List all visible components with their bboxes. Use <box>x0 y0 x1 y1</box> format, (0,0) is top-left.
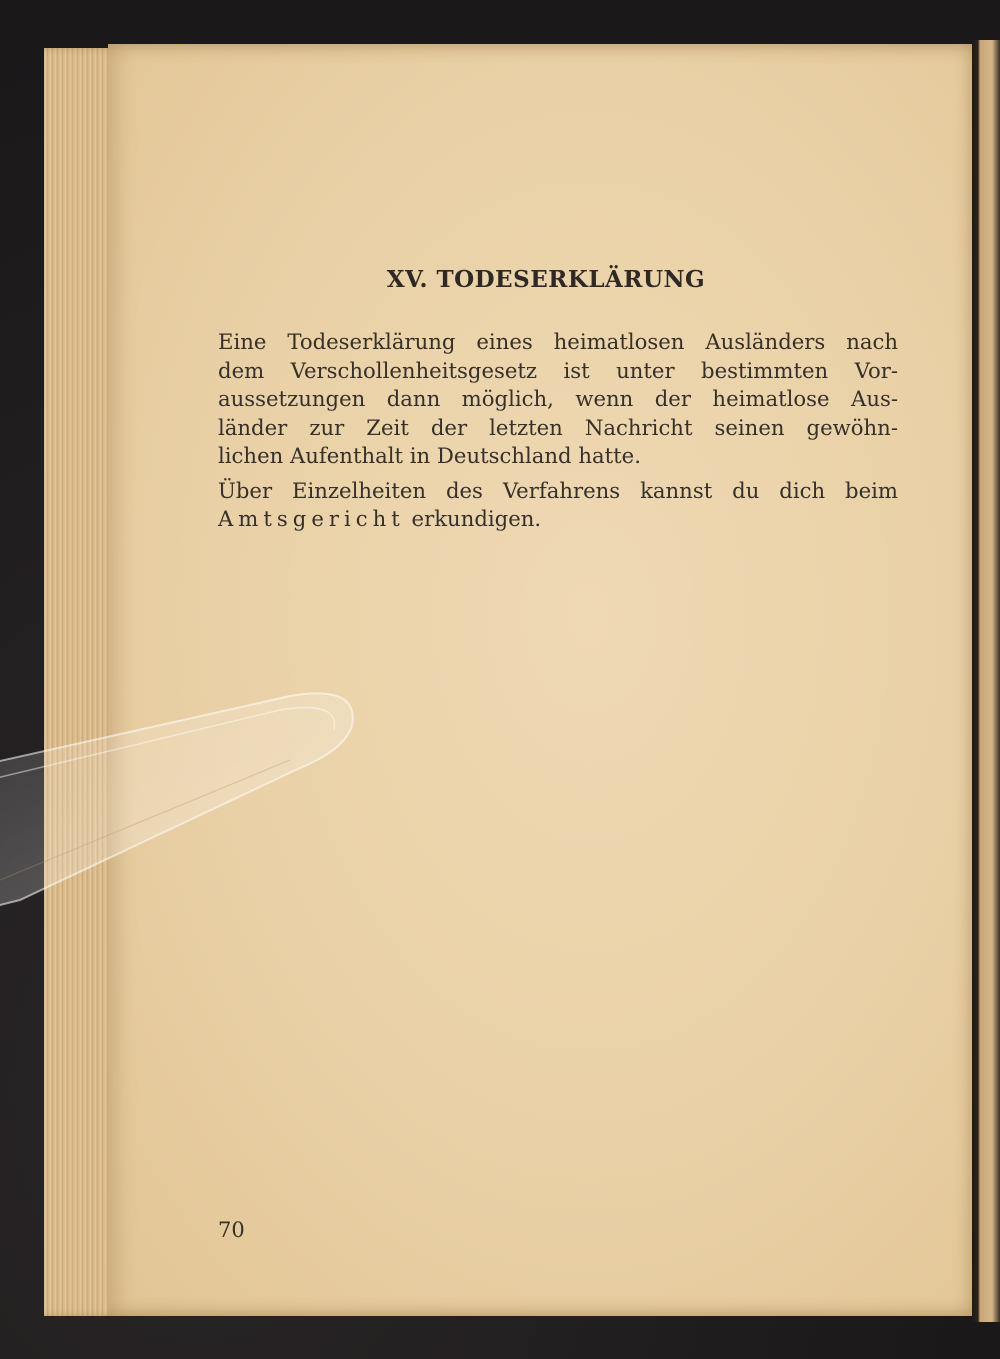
spaced-word-amtsgericht: Amtsgericht <box>218 506 405 531</box>
page-number: 70 <box>218 1218 245 1242</box>
book-page <box>108 44 984 1316</box>
paragraph-1 <box>218 328 898 471</box>
text-line: Eine Todeserklärung eines heimatlosen Ausländers nach <box>218 329 898 354</box>
text-line-rest: erkundigen. <box>404 506 542 531</box>
paragraph-2 <box>218 477 898 534</box>
body-text <box>218 328 898 540</box>
transparent-clip-icon <box>0 690 380 930</box>
text-line: Über Einzelheiten des Verfahrens kannst du dich beim <box>218 477 898 503</box>
text-line <box>218 505 898 534</box>
facing-page-edge <box>972 40 1000 1322</box>
text-line: lichen Aufenthalt in Deutschland hatte. <box>218 443 641 468</box>
text-line: länder zur Zeit der letzten Nachricht seinen gewöhn- <box>218 414 898 440</box>
chapter-title: XV. TODESERKLÄRUNG <box>386 266 706 293</box>
text-line: dem Verschollenheitsgesetz ist unter bestimmten Vor- <box>218 357 898 383</box>
text-line: aussetzungen dann möglich, wenn der heimatlose Aus- <box>218 386 898 411</box>
